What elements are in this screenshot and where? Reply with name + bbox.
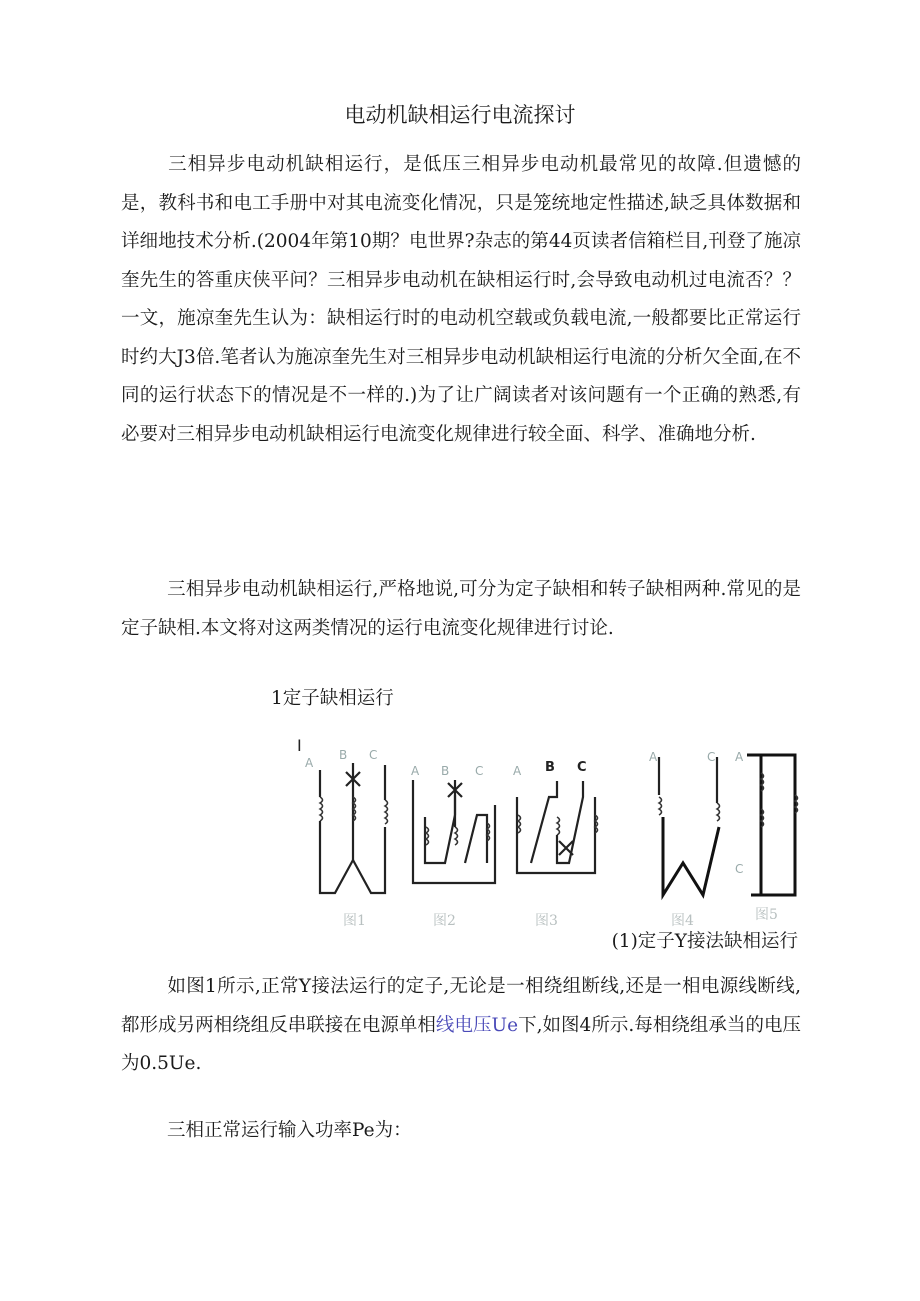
paragraph-figure1 <box>121 968 801 1084</box>
line-voltage-link[interactable]: 线电压Ue <box>435 1014 519 1036</box>
paragraph-figure1-text-a: 如图1所示,正常Y接法运行的定子,无论是一相绕组断线,还是一相电源线断线,都形成另两相绕组反串联接在电源单相 <box>121 976 801 1036</box>
paragraph-power <box>121 1112 801 1151</box>
d1-caption: 图1 <box>343 913 366 929</box>
d2-caption: 图2 <box>433 913 456 929</box>
figure-caption: (1)定子Y接法缺相运行 <box>611 931 798 952</box>
paragraph-types-text: 三相异步电动机缺相运行,严格地说,可分为定子缺相和转子缺相两种.常见的是定子缺相.本文将对这两类情况的运行电流变化规律进行讨论. <box>121 579 801 639</box>
d2-label-a: A <box>411 764 420 778</box>
diagram-1 <box>305 748 388 929</box>
d5-caption: 图5 <box>755 907 778 923</box>
diagram-5 <box>735 750 798 923</box>
d5-label-a: A <box>735 750 744 764</box>
paragraph-power-text: 三相正常运行输入功率Pe为： <box>167 1120 412 1141</box>
section-heading: 1定子缺相运行 <box>271 688 394 709</box>
paragraph-types <box>121 571 801 648</box>
d4-caption: 图4 <box>671 913 694 929</box>
d1-label-b: B <box>339 748 348 762</box>
paragraph-figure1-text-b: 下,如图4所示.每相绕组承当的电压为0.5Ue. <box>121 1014 801 1074</box>
d4-label-c: C <box>707 750 716 764</box>
d2-label-c: C <box>475 764 484 778</box>
diagram-4 <box>649 750 720 929</box>
d3-label-a: A <box>513 764 522 778</box>
d3-label-b: B <box>545 760 555 775</box>
d3-label-c: C <box>577 760 587 775</box>
diagram-2 <box>411 764 495 929</box>
d5-label-c: C <box>735 862 744 876</box>
paragraph-intro-text: 三相异步电动机缺相运行，是低压三相异步电动机最常见的故障.但遗憾的是，教科书和电工手册中对其电流变化情况，只是笼统地定性描述,缺乏具体数据和详细地技术分析.(2004年第10期？电世界?杂志的第44页读者信箱栏目,刊登了施凉奎先生的答重庆侠平问？三相异步电动机在缺相运行时,会导致电动机过电流否？？一文，施凉奎先生认为：缺相运行时的电动机空载或负载电流,一般都要比正常运行时约大J3倍.笔者认为施凉奎先生对三相异步电动机缺相运行电流的分析欠全面,在不同的运行状态下的情况是不一样的.)为了让广阔读者对该问题有一个正确的熟悉,有必要对三相异步电动机缺相运行电流变化规律进行较全面、科学、准确地分析. <box>121 154 801 445</box>
wiring-diagram <box>295 735 805 930</box>
d4-label-a: A <box>649 750 658 764</box>
diagram-3 <box>513 760 598 929</box>
d1-label-a: A <box>305 756 314 770</box>
d3-caption: 图3 <box>535 913 558 929</box>
corner-mark: I <box>297 736 302 755</box>
d2-label-b: B <box>441 764 450 778</box>
wiring-diagram-figure <box>295 735 805 930</box>
paragraph-intro <box>121 146 801 454</box>
d1-label-c: C <box>369 748 378 762</box>
document-title: 电动机缺相运行电流探讨 <box>344 103 576 127</box>
